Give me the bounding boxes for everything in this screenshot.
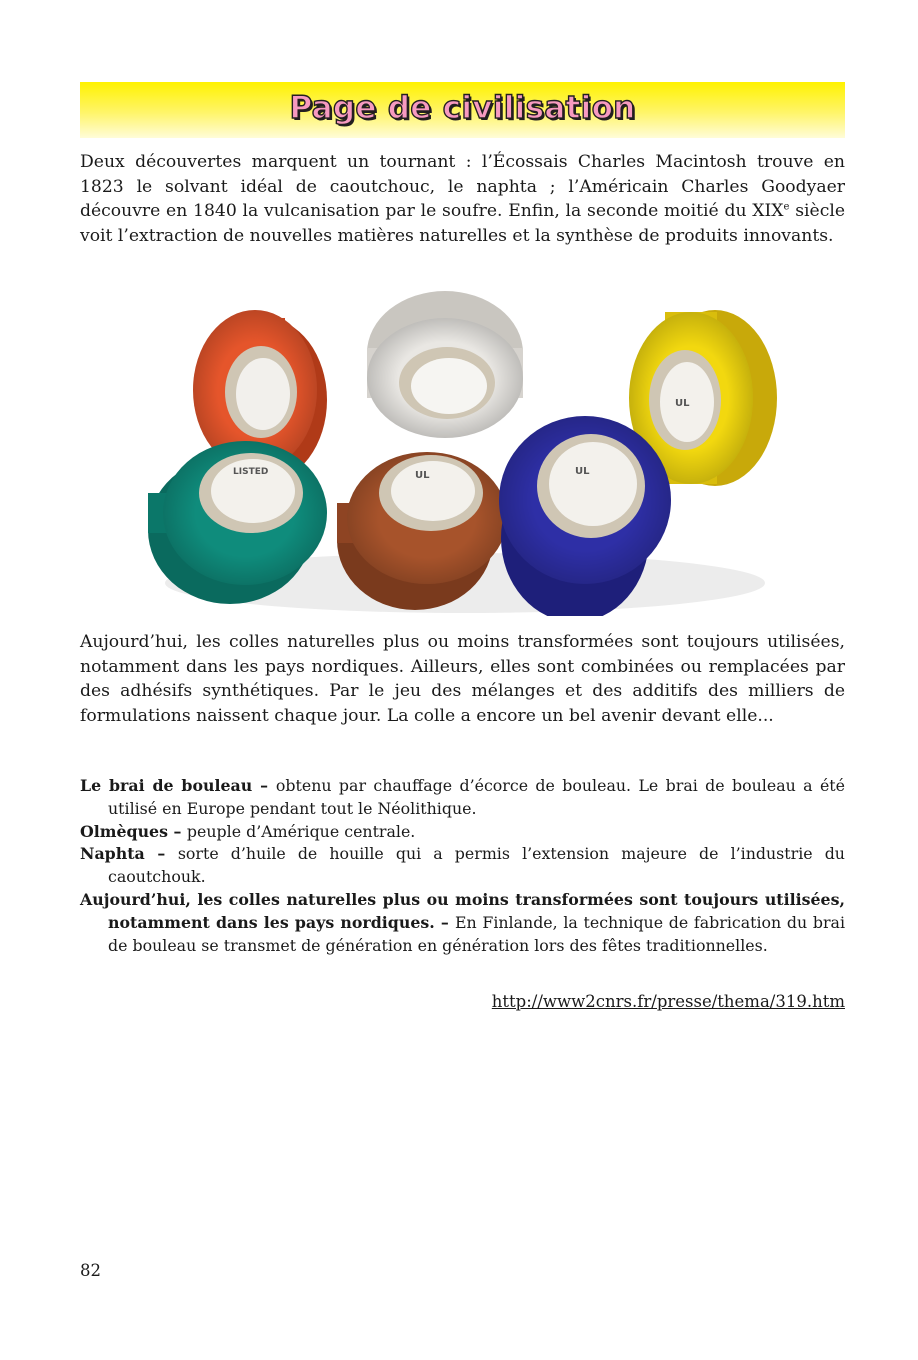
glossary [80, 775, 845, 957]
glossary-term: Olmèques [80, 821, 169, 841]
source-link[interactable]: http://www2cnrs.fr/presse/thema/319.htm [491, 992, 845, 1011]
glossary-term: Aujourd’hui, les colles naturelles plus ou moins transformées sont toujours utilisées, notamment dans les pays nordiques. [80, 889, 845, 932]
glossary-term: Le brai de bouleau [80, 776, 253, 795]
glossary-definition: obtenu par chauffage d’écorce de bouleau. Le brai de bouleau a été utilisé en Europe pendant tout le Néolithique. [108, 776, 845, 818]
white-tape-roll [367, 291, 523, 438]
intro-text: Deux découvertes marquent un tournant : l’Écossais Charles Macintosh trouve en 1823 le solvant idéal de caoutchouc, le naphta ; l’Américain Charles Goodyaer découvre en 1840 la vulcanisation par le soufre. Enfin, la seconde moitié du XIX [80, 152, 845, 222]
glossary-definition: En Finlande, la technique de fabrication du brai de bouleau se transmet de génération en génération lors des fêtes traditionnelles. [108, 912, 845, 955]
title-banner [80, 82, 845, 138]
century-superscript: e [783, 201, 790, 213]
tape-rolls-illustration [145, 278, 777, 616]
body-paragraph: Aujourd’hui, les colles naturelles plus ou moins transformées sont toujours utilisées, notamment dans les pays nordiques. Ailleurs, elles sont combinées ou remplacées par des adhésifs synthétiques. Par le jeu des mélanges et des additifs des milliers de formulations naissent chaque jour. La colle a encore un bel avenir devant elle... [80, 632, 845, 726]
glossary-term: Naphta [80, 844, 145, 864]
glossary-entry: Olmèques – peuple d’Amérique centrale. [80, 821, 416, 841]
brown-ul-label: UL [415, 470, 430, 481]
glossary-definition: peuple d’Amérique centrale. [186, 821, 416, 841]
yellow-ul-label: UL [675, 398, 690, 409]
tape-rolls-photo [145, 278, 777, 616]
intro-paragraph [80, 150, 845, 248]
glossary-entry: Aujourd’hui, les colles naturelles plus ou moins transformées sont toujours utilisées, notamment dans les pays nordiques. – En Finlande, la technique de fabrication du brai de bouleau se transmet de génération en génération lors des fêtes traditionnelles. [80, 889, 845, 955]
teal-listed-label: LISTED [233, 467, 269, 477]
page-title: Page de civilisation [289, 90, 636, 126]
glossary-definition: sorte d’huile de houille qui a permis l’extension majeure de l’industrie du caoutchouk. [108, 844, 845, 887]
blue-ul-label: UL [575, 466, 590, 477]
intro-text-end: siècle voit l’extraction de nouvelles matières naturelles et la synthèse de produits innovants. [80, 201, 845, 246]
page-number: 82 [80, 1261, 101, 1280]
glossary-entry: Le brai de bouleau – obtenu par chauffage d’écorce de bouleau. Le brai de bouleau a été utilisé en Europe pendant tout le Néolithique. [80, 776, 845, 818]
glossary-entry: Naphta – sorte d’huile de houille qui a permis l’extension majeure de l’industrie du caoutchouk. [80, 844, 845, 887]
